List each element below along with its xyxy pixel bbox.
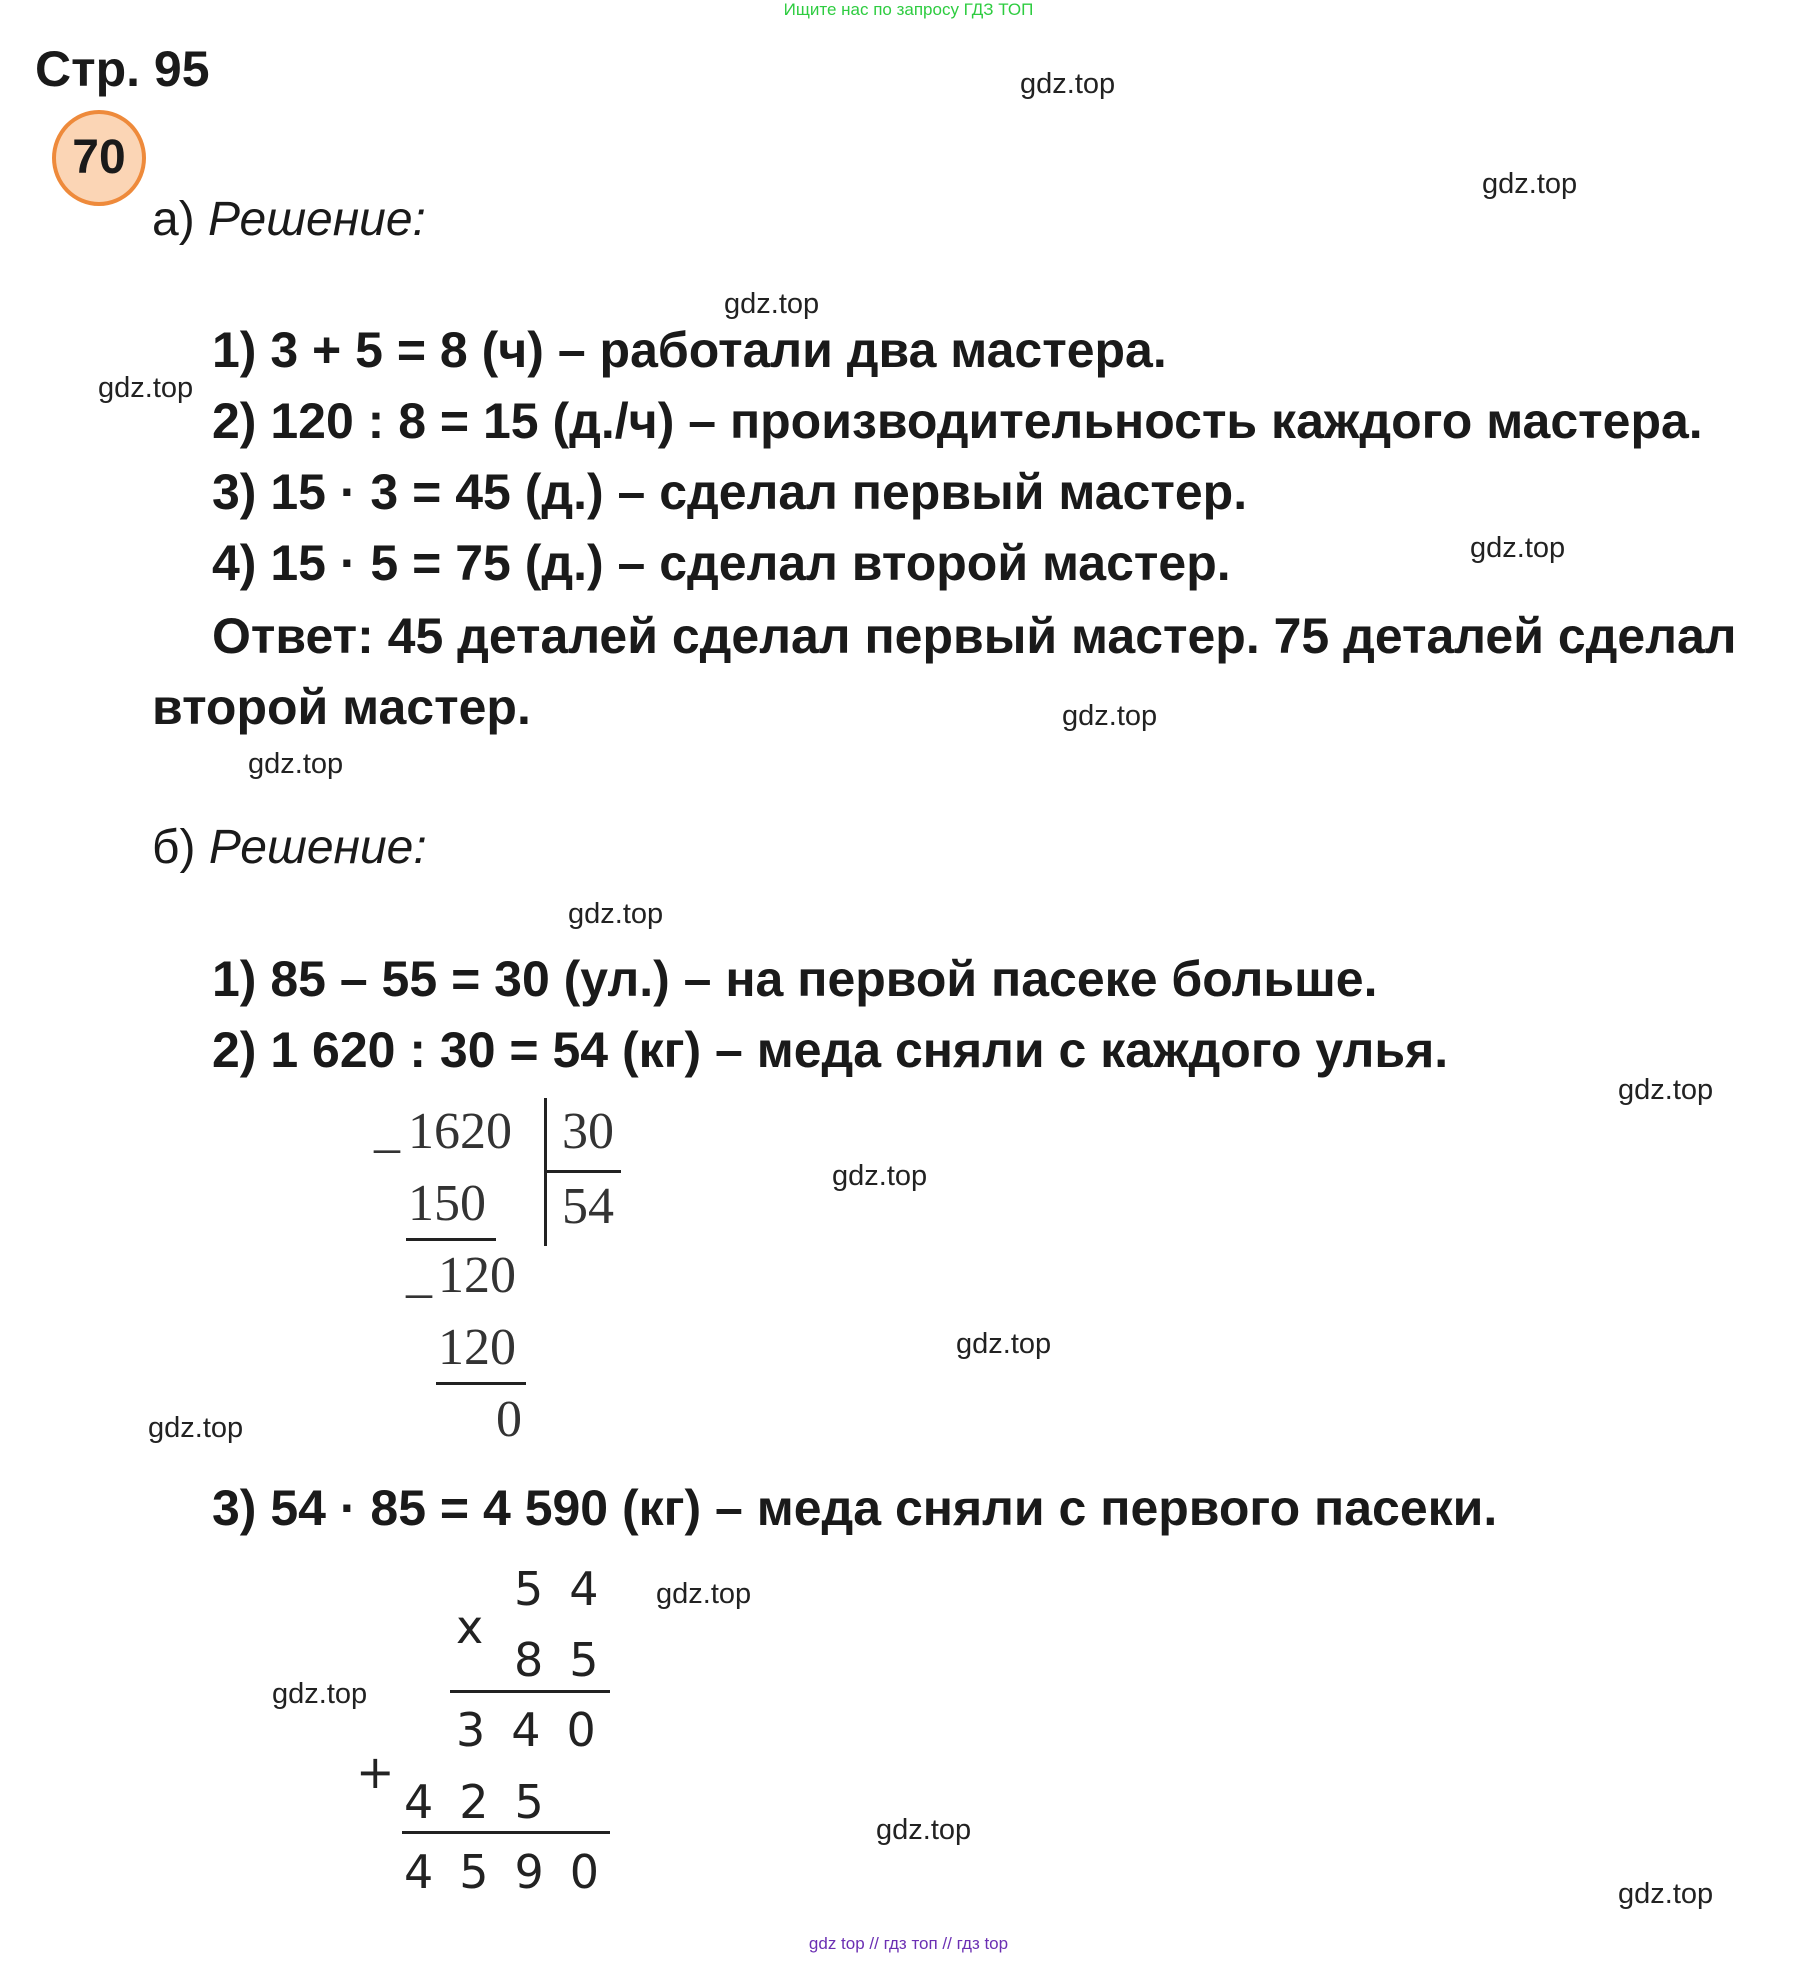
- watermark-text: gdz.top: [148, 1412, 244, 1444]
- watermark-text: gdz.top: [1062, 700, 1158, 732]
- watermark-text: gdz.top: [1482, 168, 1578, 200]
- footer-links: gdz top // гдз топ // гдз top: [808, 1934, 1009, 1953]
- part-a-step-3: 3) 15 · 3 = 45 (д.) – сделал первый мастер.: [212, 464, 1248, 520]
- part-a-heading: [152, 192, 426, 247]
- watermark-text: gdz.top: [1618, 1074, 1714, 1106]
- watermark-text: gdz.top: [724, 288, 820, 320]
- part-b-heading: [152, 820, 427, 875]
- mult-factor-2: 85: [514, 1633, 625, 1687]
- top-banner: Ищите нас по запросу ГДЗ ТОП: [783, 0, 1034, 19]
- mult-underline-2: [402, 1831, 610, 1834]
- part-a-answer-line-1: Ответ: 45 деталей сделал первый мастер. 75 деталей сделал: [212, 608, 1737, 664]
- mult-plus-sign: +: [356, 1745, 395, 1799]
- part-a-step-1: 1) 3 + 5 = 8 (ч) – работали два мастера.: [212, 322, 1167, 378]
- division-quotient: 54: [562, 1178, 614, 1235]
- part-a-label: а): [152, 193, 195, 246]
- division-subtract-2: 120: [438, 1319, 516, 1376]
- division-bar-horizontal: [546, 1170, 621, 1173]
- part-b-solution-label: Решение:: [208, 821, 427, 874]
- watermark-text: gdz.top: [876, 1814, 972, 1846]
- mult-factor-1: 54: [514, 1562, 625, 1616]
- part-b-label: б): [152, 821, 196, 874]
- watermark-text: gdz.top: [272, 1678, 368, 1710]
- part-a-step-4: 4) 15 · 5 = 75 (д.) – сделал второй мастер.: [212, 535, 1231, 591]
- division-minus-sign-2: –: [406, 1264, 432, 1321]
- part-a-answer-line-2: второй мастер.: [152, 679, 531, 735]
- watermark-text: gdz.top: [248, 748, 344, 780]
- division-underline-2: [436, 1382, 526, 1385]
- watermark-text: gdz.top: [656, 1578, 752, 1610]
- division-result: 0: [496, 1391, 522, 1448]
- part-b-step-2: 2) 1 620 : 30 = 54 (кг) – меда сняли с каждого улья.: [212, 1022, 1449, 1078]
- mult-product: 4590: [404, 1845, 626, 1899]
- division-dividend: 1620: [408, 1103, 512, 1160]
- watermark-text: gdz.top: [1618, 1878, 1714, 1910]
- division-remainder-1: 120: [438, 1247, 516, 1304]
- mult-underline-1: [450, 1690, 610, 1693]
- watermark-text: gdz.top: [98, 372, 194, 404]
- watermark-text: gdz.top: [1020, 68, 1116, 100]
- page-title: Стр. 95: [35, 41, 210, 97]
- mult-partial-2: 425: [404, 1775, 570, 1829]
- watermark-text: gdz.top: [832, 1160, 928, 1192]
- division-underline-1: [406, 1238, 496, 1241]
- division-minus-sign-1: –: [374, 1119, 400, 1176]
- part-a-solution-label: Решение:: [208, 193, 426, 246]
- mult-times-sign: x: [456, 1600, 484, 1654]
- part-b-step-1: 1) 85 – 55 = 30 (ул.) – на первой пасеке больше.: [212, 951, 1378, 1007]
- watermark-text: gdz.top: [956, 1328, 1052, 1360]
- mult-partial-1: 340: [456, 1703, 622, 1757]
- division-subtract-1: 150: [408, 1175, 486, 1232]
- task-number-badge: 70: [52, 110, 146, 206]
- division-divisor: 30: [562, 1103, 614, 1160]
- watermark-text: gdz.top: [568, 898, 664, 930]
- watermark-text: gdz.top: [1470, 532, 1566, 564]
- part-b-step-3: 3) 54 · 85 = 4 590 (кг) – меда сняли с первого пасеки.: [212, 1480, 1498, 1536]
- part-a-step-2: 2) 120 : 8 = 15 (д./ч) – производительность каждого мастера.: [212, 393, 1703, 449]
